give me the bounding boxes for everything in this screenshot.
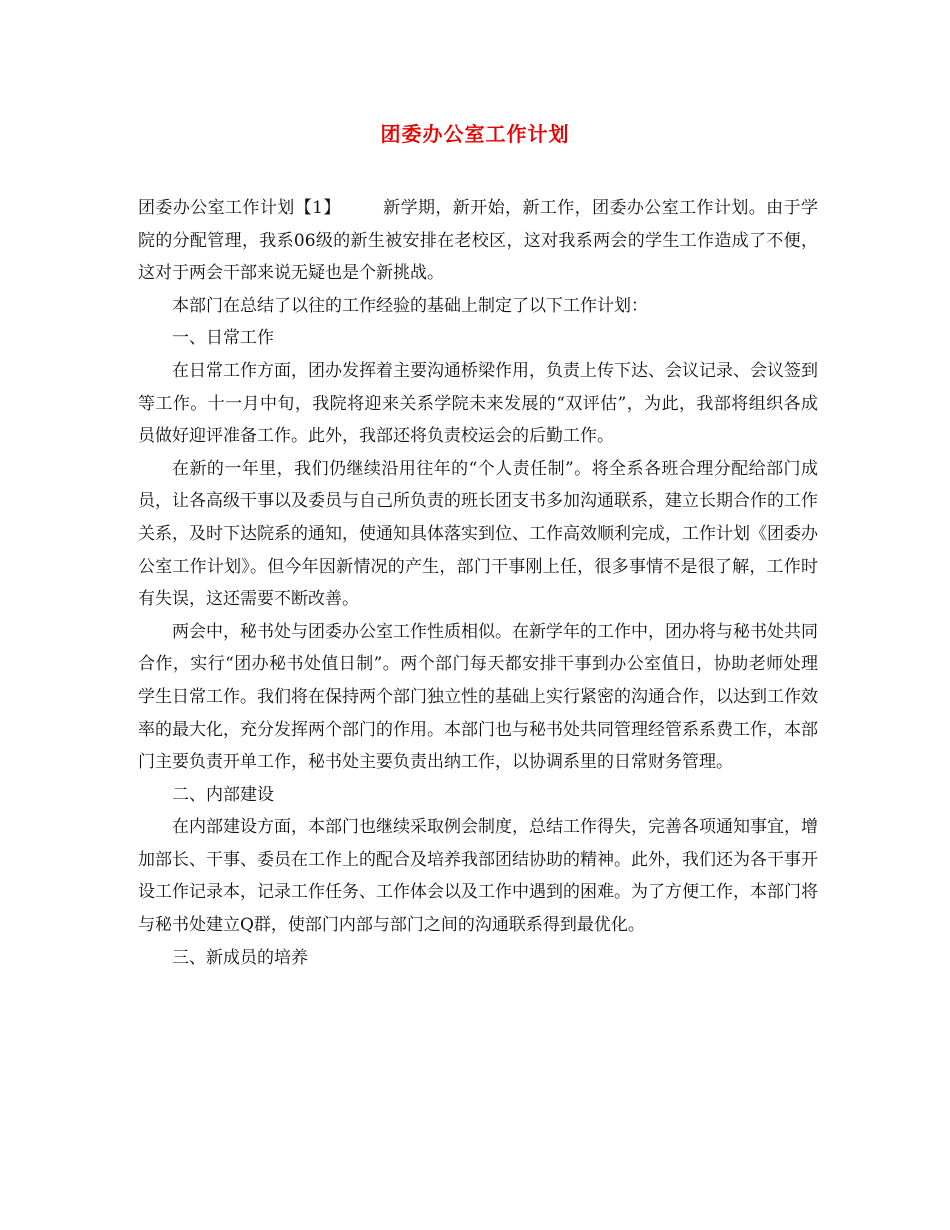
internal-paragraph: 在内部建设方面，本部门也继续采取例会制度，总结工作得失，完善各项通知事宜，增加部长、干事、委员在工作上的配合及培养我部团结协助的精神。此外，我们还为各干事开设工作记录本，记录工作任务、工作体会以及工作中遇到的困难。为了方便工作，本部门将与秘书处建立Q群，使部门内部与部门之间的沟通联系得到最优化。 bbox=[138, 817, 818, 936]
section-heading-daily: 一、日常工作 bbox=[172, 328, 274, 349]
secretariat-paragraph: 两会中，秘书处与团委办公室工作性质相似。在新学年的工作中，团办将与秘书处共同合作，实行“团办秘书处值日制”。两个部门每天都安排干事到办公室值日，协助老师处理学生日常工作。我们将在保持两个部门独立性的基础上实行紧密的沟通合作，以达到工作效率的最大化，充分发挥两个部门的作用。本部门也与秘书处共同管理经管系系费工作，本部门主要负责开单工作，秘书处主要负责出纳工作，以协调系里的日常财务管理。 bbox=[138, 621, 818, 773]
intro-lead: 团委办公室工作计划【1】 bbox=[138, 198, 341, 218]
daily-paragraph: 在日常工作方面，团办发挥着主要沟通桥梁作用，负责上传下达、会议记录、会议签到等工作。十一月中旬，我院将迎来关系学院未来发展的“双评估”，为此，我部将组织各成员做好迎评准备工作。此外，我部还将负责校运会的后勤工作。 bbox=[138, 360, 818, 447]
intro-paragraph bbox=[138, 192, 818, 290]
intro-text: 新学期，新开始，新工作，团委办公室工作计划。由于学院的分配管理，我系06级的新生被安排在老校区，这对我系两会的学生工作造成了不便，这对于两会干部来说无疑也是个新挑战。 bbox=[138, 198, 819, 284]
section-heading-internal: 二、内部建设 bbox=[172, 784, 274, 805]
responsibility-paragraph: 在新的一年里，我们仍继续沿用往年的“个人责任制”。将全系各班合理分配给部门成员，让各高级干事以及委员与自己所负责的班长团支书多加沟通联系，建立长期合作的工作关系，及时下达院系的通知，使通知具体落实到位、工作高效顺利完成，工作计划《团委办公室工作计划》。但今年因新情况的产生，部门干事刚上任，很多事情不是很了解，工作时有失误，这还需要不断改善。 bbox=[138, 458, 818, 610]
document-title: 团委办公室工作计划 bbox=[380, 122, 570, 146]
section-heading-training: 三、新成员的培养 bbox=[172, 947, 308, 968]
basis-paragraph: 本部门在总结了以往的工作经验的基础上制定了以下工作计划： bbox=[172, 295, 648, 316]
document-body bbox=[138, 192, 818, 974]
